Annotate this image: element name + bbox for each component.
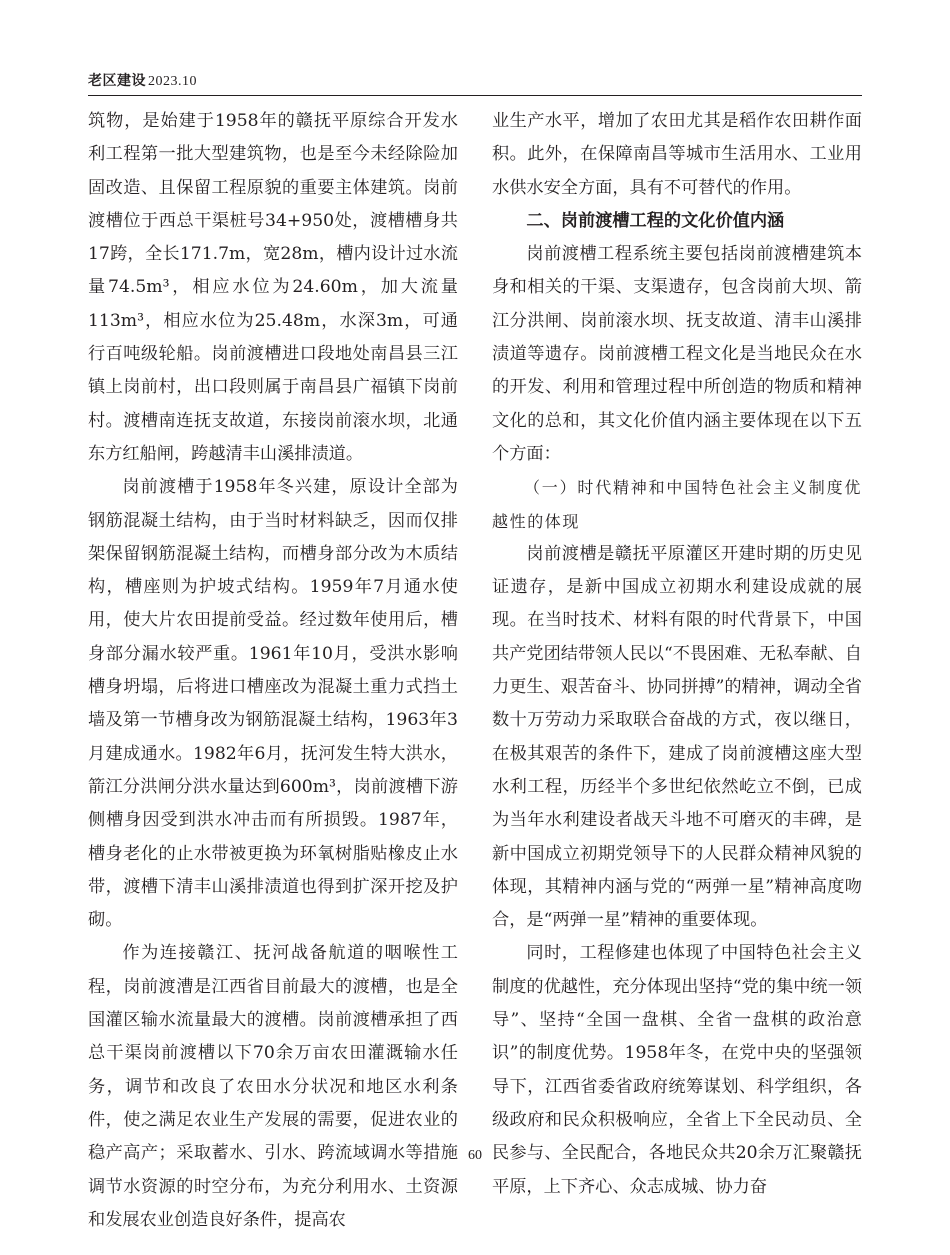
subsection-heading-1: （一）时代精神和中国特色社会主义制度优越性的体现 (492, 478, 862, 531)
journal-name: 老区建设 (88, 73, 146, 89)
header-divider (88, 95, 862, 96)
left-paragraph-3: 作为连接赣江、抚河战备航道的咽喉性工程，岗前渡漕是江西省目前最大的渡槽，也是全国灌区输水流量最大的渡槽。岗前渡槽承担了西总干渠岗前渡槽以下70余万亩农田灌溉输水任务，调节和改良了农田水分状况和地区水利条件，使之满足农业生产发展的需要，促进农业的稳产高产；采取蓄水、引水、跨流域调水等措施调节水资源的时空分布，为充分利用水、土资源和发展农业创造良好条件，提高农 (88, 943, 458, 1230)
right-paragraph-3: 岗前渡槽是赣抚平原灌区开建时期的历史见证遗存，是新中国成立初期水利建设成就的展现。在当时技术、材料有限的时代背景下，中国共产党团结带领人民以“不畏困难、无私奉献、自力更生、艰苦奋斗、协同拼搏”的精神，调动全省数十万劳动力采取联合奋战的方式，夜以继日，在极其艰苦的条件下，建成了岗前渡槽这座大型水利工程，历经半个多世纪依然屹立不倒，已成为当年水利建设者战天斗地不可磨灭的丰碑，是新中国成立初期党领导下的人民群众精神风貌的体现，其精神内涵与党的“两弹一星”精神高度吻合，是“两弹一星”精神的重要体现。 (492, 543, 862, 931)
right-paragraph-1: 业生产水平，增加了农田尤其是稻作农田耕作面积。此外，在保障南昌等城市生活用水、工业用水供水安全方面，具有不可替代的作用。 (492, 111, 862, 198)
right-column (492, 105, 862, 1197)
left-paragraph-2: 岗前渡槽于1958年冬兴建，原设计全部为钢筋混凝土结构，由于当时材料缺乏，因而仅排架保留钢筋混凝土结构，而槽身部分改为木质结构，槽座则为护坡式结构。1959年7月通水使用，使大片农田提前受益。经过数年使用后，槽身部分漏水较严重。1961年10月，受洪水影响槽身坍塌，后将进口槽座改为混凝土重力式挡土墙及第一节槽身改为钢筋混凝土结构，1963年3月建成通水。1982年6月，抚河发生特大洪水，箭江分洪闸分洪水量达到600m³，岗前渡槽下游侧槽身因受到洪水冲击而有所损毁。1987年，槽身老化的止水带被更换为环氧树脂贴橡皮止水带，渡槽下清丰山溪排渍道也得到扩深开挖及护砌。 (88, 477, 458, 931)
page-header (88, 70, 862, 96)
section-heading-2: 二、岗前渡槽工程的文化价值内涵 (526, 210, 785, 231)
issue-number: 2023.10 (148, 74, 197, 89)
left-paragraph-1: 筑物，是始建于1958年的赣抚平原综合开发水利工程第一批大型建筑物，也是至今未经除险加固改造、且保留工程原貌的重要主体建筑。岗前渡槽位于西总干渠桩号34+950处，渡槽槽身共17跨，全长171.7m，宽28m，槽内设计过水流量74.5m³，相应水位为24.60m，加大流量113m³，相应水位为25.48m，水深3m，可通行百吨级轮船。岗前渡槽进口段地处南昌县三江镇上岗前村，出口段则属于南昌县广福镇下岗前村。渡槽南连抚支故道，东接岗前滚水坝，北通东方红船闸，跨越清丰山溪排渍道。 (88, 111, 458, 464)
left-column (88, 105, 458, 1230)
page-number: 60 (468, 1148, 482, 1163)
right-paragraph-4: 同时，工程修建也体现了中国特色社会主义制度的优越性，充分体现出坚持“党的集中统一领导”、坚持“全国一盘棋、全省一盘棋的政治意识”的制度优势。1958年冬，在党中央的坚强领导下，江西省委省政府统筹谋划、科学组织，各级政府和民众积极响应，全省上下全民动员、全民参与、全民配合，各地民众共20余万汇聚赣抚平原，上下齐心、众志成城、协力奋 (492, 943, 862, 1197)
right-paragraph-2: 岗前渡槽工程系统主要包括岗前渡槽建筑本身和相关的干渠、支渠遗存，包含岗前大坝、箭江分洪闸、岗前滚水坝、抚支故道、清丰山溪排渍道等遗存。岗前渡槽工程文化是当地民众在水的开发、利用和管理过程中所创造的物质和精神文化的总和，其文化价值内涵主要体现在以下五个方面： (492, 244, 862, 464)
journal-masthead (88, 70, 197, 90)
